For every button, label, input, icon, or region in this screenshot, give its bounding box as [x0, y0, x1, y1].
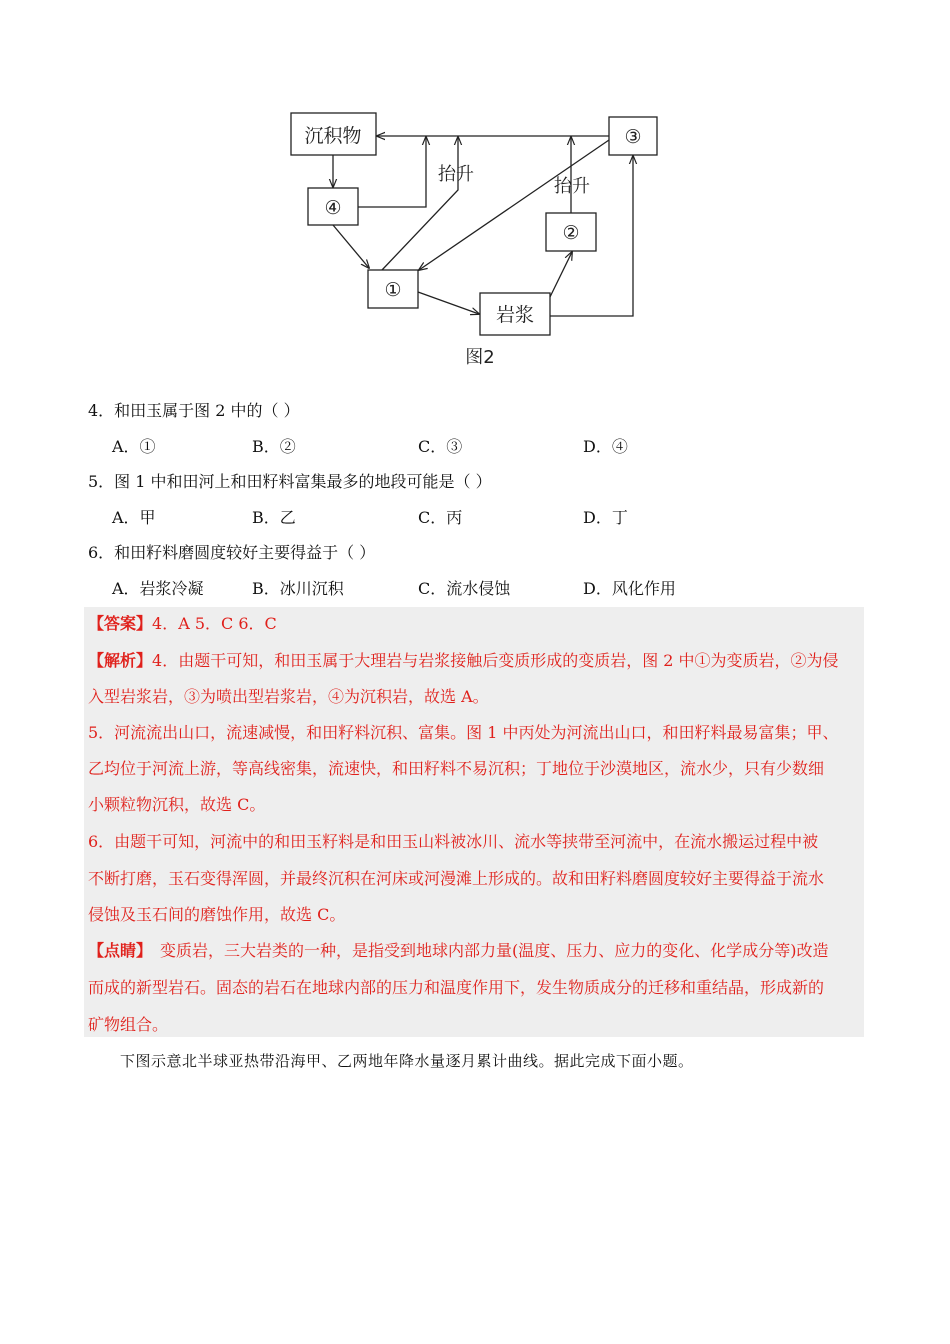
- tip-line-3: 矿物组合。: [88, 1015, 169, 1034]
- uplift-label-left: 抬升: [438, 164, 474, 185]
- box-2-label: ②: [562, 222, 580, 244]
- figure-title: 图2: [465, 347, 495, 368]
- answer-panel: [84, 607, 864, 1037]
- analysis-label: 【解析】: [88, 651, 153, 670]
- option-6d[interactable]: D．风化作用: [583, 579, 676, 598]
- option-6c[interactable]: C．流水侵蚀: [418, 579, 511, 598]
- answer-label: 【答案】: [88, 614, 153, 633]
- uplift-label-right: 抬升: [554, 176, 590, 197]
- arrow-1-uplift: [382, 137, 458, 270]
- question-4-stem: 4．和田玉属于图 2 中的（ ）: [88, 401, 300, 420]
- analysis-line-4: 乙均位于河流上游，等高线密集，流速快，和田籽料不易沉积；丁地位于沙漠地区，流水少，只有少数细: [88, 759, 825, 778]
- box-3-label: ③: [624, 126, 642, 148]
- analysis-line-1: [88, 651, 839, 671]
- option-4c[interactable]: C．③: [418, 437, 463, 456]
- option-4d[interactable]: D．④: [583, 437, 628, 456]
- section-intro: 下图示意北半球亚热带沿海甲、乙两地年降水量逐月累计曲线。据此完成下面小题。: [120, 1052, 694, 1070]
- tip-line-1: [88, 941, 829, 961]
- arrow-4-to-1: [333, 225, 369, 268]
- analysis-line-7: 不断打磨，玉石变得浑圆，并最终沉积在河床或河漫滩上形成的。故和田籽料磨圆度较好主要得益于流水: [88, 869, 825, 888]
- box-1-label: ①: [384, 279, 402, 301]
- rock-cycle-diagram: [0, 0, 950, 380]
- analysis-line-2: 入型岩浆岩，③为喷出型岩浆岩，④为沉积岩，故选 A。: [88, 687, 489, 706]
- analysis-line-3: 5．河流流出山口，流速减慢，和田籽料沉积、富集。图 1 中丙处为河流出山口，和田籽料最易富集；甲、: [88, 723, 839, 742]
- arrow-4-to-sediment: [358, 137, 426, 207]
- option-5c[interactable]: C．丙: [418, 508, 463, 527]
- tip-line-2: 而成的新型岩石。固态的岩石在地球内部的压力和温度作用下，发生物质成分的迁移和重结晶，形成新的: [88, 978, 825, 997]
- option-6a[interactable]: A．岩浆冷凝: [112, 579, 204, 598]
- answer-text: 4．A 5．C 6．C: [152, 614, 277, 633]
- option-4b[interactable]: B．②: [252, 437, 296, 456]
- option-4a[interactable]: A．①: [112, 437, 156, 456]
- tip-label: 【点睛】: [88, 941, 153, 960]
- arrow-1-to-magma: [418, 292, 479, 314]
- option-5a[interactable]: A．甲: [112, 508, 156, 527]
- question-5-stem: 5．图 1 中和田河上和田籽料富集最多的地段可能是（ ）: [88, 472, 492, 491]
- option-5b[interactable]: B．乙: [252, 508, 296, 527]
- analysis-line-6: 6．由题干可知，河流中的和田玉籽料是和田玉山料被冰川、流水等挟带至河流中，在流水搬运过程中被: [88, 832, 819, 851]
- tip-text-1: 变质岩，三大岩类的一种，是指受到地球内部力量(温度、压力、应力的变化、化学成分等)改造: [160, 941, 829, 960]
- analysis-line-8: 侵蚀及玉石间的磨蚀作用，故选 C。: [88, 905, 346, 924]
- option-6b[interactable]: B．冰川沉积: [252, 579, 344, 598]
- box-sediment-label: 沉积物: [304, 125, 362, 147]
- arrow-magma-to-2: [550, 252, 572, 297]
- analysis-line-5: 小颗粒物沉积，故选 C。: [88, 795, 266, 814]
- box-4-label: ④: [324, 197, 342, 219]
- question-5-options: [0, 508, 950, 530]
- option-5d[interactable]: D．丁: [583, 508, 628, 527]
- answer-line: [88, 614, 277, 634]
- box-magma-label: 岩浆: [495, 304, 535, 326]
- question-6-stem: 6．和田籽料磨圆度较好主要得益于（ ）: [88, 543, 376, 562]
- question-4-options: [0, 437, 950, 459]
- question-6-options: [0, 579, 950, 601]
- analysis-text-1: 4．由题干可知，和田玉属于大理岩与岩浆接触后变质形成的变质岩，图 2 中①为变质岩，②为侵: [152, 651, 839, 670]
